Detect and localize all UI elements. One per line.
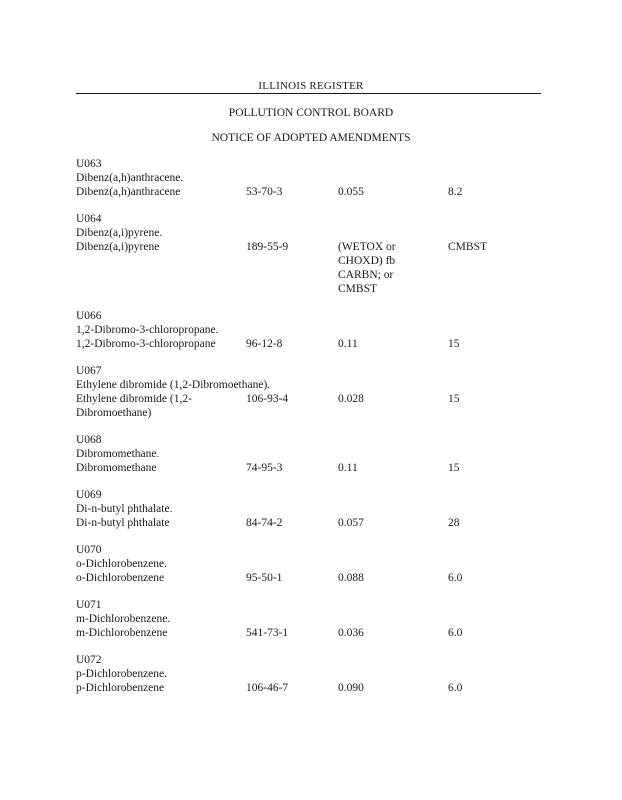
constituent-name-line: Dibenz(a,h)anthracene (76, 186, 181, 198)
wastewater-standard-line: CMBST (338, 283, 377, 295)
wastewater-standard (338, 240, 448, 296)
constituent-name-line: p-Dichlorobenzene (76, 682, 165, 694)
nonwastewater-column (448, 185, 538, 199)
waste-code-entry (76, 543, 546, 585)
constituent-name (76, 516, 246, 530)
waste-description: Dibenz(a,h)anthracene. (76, 172, 184, 184)
wastewater-standard-line: 0.088 (338, 572, 364, 584)
cas-number: 84-74-2 (246, 517, 283, 529)
waste-code-entry (76, 309, 546, 351)
constituent-row (76, 516, 546, 530)
wastewater-standard-line: CARBN; or (338, 269, 394, 281)
waste-code-entry (76, 212, 546, 296)
waste-code: U064 (76, 213, 102, 225)
nonwastewater-column (448, 240, 538, 254)
waste-code-entry (76, 653, 546, 695)
nonwastewater-standard: 28 (448, 517, 460, 529)
waste-description: Dibromomethane. (76, 448, 160, 460)
cas-number: 95-50-1 (246, 572, 283, 584)
waste-code: U072 (76, 654, 102, 666)
constituent-name (76, 240, 246, 254)
cas-column (246, 337, 338, 351)
waste-description: 1,2-Dibromo-3-chloropropane. (76, 324, 219, 336)
cas-column (246, 571, 338, 585)
constituent-name-line: Dibromomethane (76, 462, 157, 474)
constituent-row (76, 337, 546, 351)
cas-number: 106-93-4 (246, 393, 289, 405)
waste-code-entry (76, 364, 546, 420)
nonwastewater-column (448, 516, 538, 530)
constituent-name-line: Dibenz(a,i)pyrene (76, 241, 160, 253)
wastewater-standard-line: (WETOX or (338, 241, 396, 253)
waste-code: U067 (76, 365, 102, 377)
cas-number: 74-95-3 (246, 462, 283, 474)
waste-code-entry (76, 598, 546, 640)
cas-number: 541-73-1 (246, 627, 289, 639)
wastewater-standard (338, 516, 448, 530)
cas-column (246, 185, 338, 199)
wastewater-standard-line: 0.057 (338, 517, 364, 529)
nonwastewater-column (448, 571, 538, 585)
nonwastewater-column (448, 626, 538, 640)
constituent-name-line: m-Dichlorobenzene (76, 627, 168, 639)
constituent-row (76, 240, 546, 296)
nonwastewater-standard: 6.0 (448, 627, 463, 639)
nonwastewater-standard: 8.2 (448, 186, 463, 198)
constituent-name (76, 337, 246, 351)
nonwastewater-standard: 15 (448, 462, 460, 474)
nonwastewater-column (448, 337, 538, 351)
wastewater-standard (338, 392, 448, 406)
notice-title: NOTICE OF ADOPTED AMENDMENTS (211, 132, 411, 144)
waste-code: U068 (76, 434, 102, 446)
waste-description: Di-n-butyl phthalate. (76, 503, 173, 515)
waste-code: U063 (76, 158, 102, 170)
cas-column (246, 240, 338, 254)
constituent-name (76, 626, 246, 640)
constituent-name-line: Di-n-butyl phthalate (76, 517, 170, 529)
cas-column (246, 392, 338, 406)
constituent-name-line: Dibromoethane) (76, 407, 152, 419)
constituent-row (76, 185, 546, 199)
nonwastewater-standard: 6.0 (448, 572, 463, 584)
nonwastewater-standard: CMBST (448, 241, 487, 253)
waste-code-entry (76, 157, 546, 199)
wastewater-standard-line: 0.090 (338, 682, 364, 694)
nonwastewater-standard: 6.0 (448, 682, 463, 694)
waste-description: Ethylene dibromide (1,2-Dibromoethane). (76, 379, 271, 391)
constituent-name-line: o-Dichlorobenzene (76, 572, 165, 584)
cas-column (246, 516, 338, 530)
constituent-name-line: Ethylene dibromide (1,2- (76, 393, 192, 405)
waste-code: U071 (76, 599, 102, 611)
wastewater-standard-line: 0.028 (338, 393, 364, 405)
wastewater-standard-line: 0.055 (338, 186, 364, 198)
wastewater-standard (338, 626, 448, 640)
register-title: ILLINOIS REGISTER (258, 80, 364, 92)
wastewater-standard (338, 681, 448, 695)
constituent-name (76, 392, 246, 420)
cas-column (246, 626, 338, 640)
waste-description: Dibenz(a,i)pyrene. (76, 227, 163, 239)
constituent-row (76, 571, 546, 585)
waste-code-entry (76, 433, 546, 475)
constituent-name (76, 571, 246, 585)
waste-code: U069 (76, 489, 102, 501)
wastewater-standard-line: 0.036 (338, 627, 364, 639)
wastewater-standard (338, 461, 448, 475)
wastewater-standard (338, 337, 448, 351)
constituent-row (76, 626, 546, 640)
wastewater-standard (338, 571, 448, 585)
constituent-row (76, 461, 546, 475)
constituent-row (76, 392, 546, 420)
board-title: POLLUTION CONTROL BOARD (228, 107, 394, 119)
nonwastewater-standard: 15 (448, 338, 460, 350)
cas-number: 189-55-9 (246, 241, 289, 253)
cas-number: 53-70-3 (246, 186, 283, 198)
cas-column (246, 461, 338, 475)
constituent-name-line: 1,2-Dibromo-3-chloropropane (76, 338, 216, 350)
nonwastewater-column (448, 392, 538, 406)
header-rule (76, 93, 541, 94)
nonwastewater-standard: 15 (448, 393, 460, 405)
waste-code: U066 (76, 310, 102, 322)
constituent-row (76, 681, 546, 695)
cas-number: 106-46-7 (246, 682, 289, 694)
wastewater-standard (338, 185, 448, 199)
waste-description: m-Dichlorobenzene. (76, 613, 171, 625)
waste-description: o-Dichlorobenzene. (76, 558, 168, 570)
cas-column (246, 681, 338, 695)
waste-code-list (76, 157, 546, 708)
constituent-name (76, 461, 246, 475)
nonwastewater-column (448, 681, 538, 695)
constituent-name (76, 681, 246, 695)
waste-code: U070 (76, 544, 102, 556)
constituent-name (76, 185, 246, 199)
wastewater-standard-line: 0.11 (338, 338, 358, 350)
cas-number: 96-12-8 (246, 338, 283, 350)
waste-description: p-Dichlorobenzene. (76, 668, 168, 680)
wastewater-standard-line: CHOXD) fb (338, 255, 396, 267)
waste-code-entry (76, 488, 546, 530)
wastewater-standard-line: 0.11 (338, 462, 358, 474)
nonwastewater-column (448, 461, 538, 475)
